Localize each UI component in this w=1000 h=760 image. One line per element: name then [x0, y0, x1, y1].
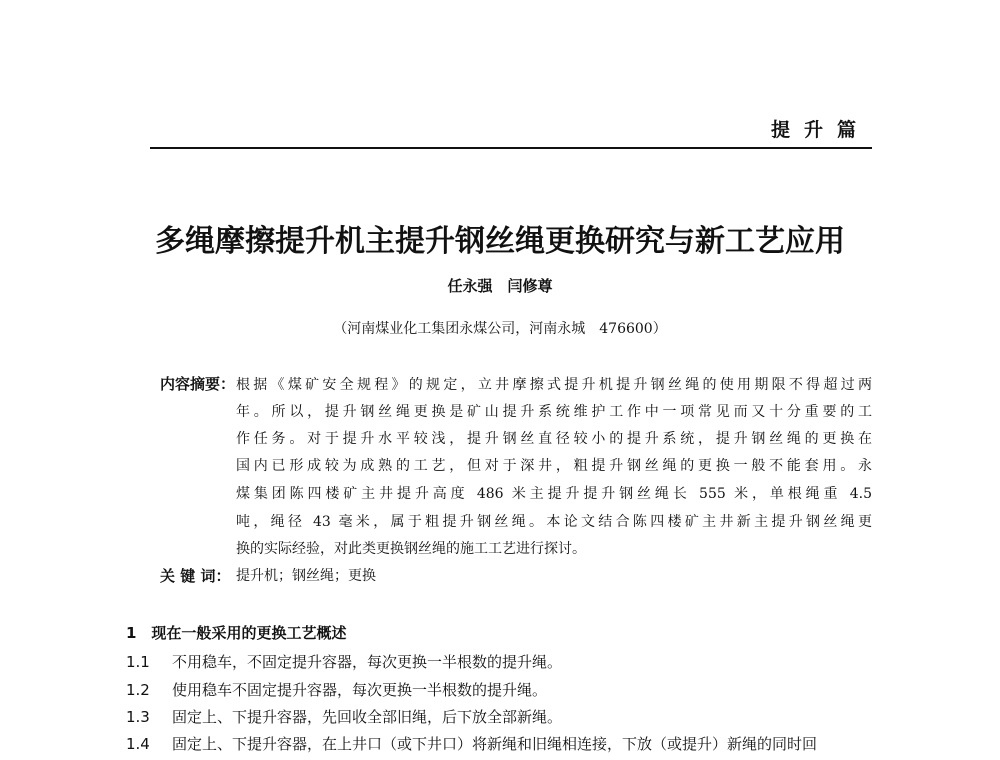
item-text: 固定上、下提升容器，在上井口（或下井口）将新绳和旧绳相连接，下放（或提升）新绳的同时回 [172, 735, 818, 753]
header-rule [150, 147, 872, 149]
item-text: 固定上、下提升容器，先回收全部旧绳，后下放全部新绳。 [172, 708, 563, 726]
paper-title: 多绳摩擦提升机主提升钢丝绳更换研究与新工艺应用 [155, 224, 845, 259]
list-item [126, 733, 817, 754]
item-number: 1.1 [126, 653, 150, 671]
abstract-line: 年。所以，提升钢丝绳更换是矿山提升系统维护工作中一项常见而又十分重要的工 [236, 404, 872, 420]
abstract-line: 作任务。对于提升水平较浅，提升钢丝直径较小的提升系统，提升钢丝绳的更换在 [236, 431, 872, 447]
abstract-line: 吨，绳径 43 毫米，属于粗提升钢丝绳。本论文结合陈四楼矿主井新主提升钢丝绳更 [236, 514, 872, 530]
abstract-line: 国内已形成较为成熟的工艺，但对于深井，粗提升钢丝绳的更换一般不能套用。永 [236, 458, 872, 474]
affiliation: （河南煤业化工集团永煤公司，河南永城 476600） [333, 321, 667, 337]
abstract-line: 换的实际经验，对此类更换钢丝绳的施工工艺进行探讨。 [236, 541, 586, 557]
section-heading: 1 现在一般采用的更换工艺概述 [126, 624, 347, 642]
item-text: 不用稳车，不固定提升容器，每次更换一半根数的提升绳。 [172, 653, 563, 671]
abstract-line: 煤集团陈四楼矿主井提升高度 486 米主提升提升钢丝绳长 555 米，单根绳重 4.5 [236, 486, 872, 502]
list-item [126, 651, 562, 672]
authors: 任永强 闫修尊 [447, 277, 553, 295]
item-number: 1.4 [126, 735, 150, 753]
item-number: 1.3 [126, 708, 150, 726]
list-item [126, 679, 547, 700]
abstract-line: 根据《煤矿安全规程》的规定，立井摩擦式提升机提升钢丝绳的使用期限不得超过两 [236, 377, 872, 393]
keywords-label: 关 键 词： [160, 567, 231, 585]
item-number: 1.2 [126, 681, 150, 699]
running-header: 提升篇 [770, 119, 870, 141]
keywords: 提升机；钢丝绳；更换 [236, 568, 376, 584]
list-item [126, 706, 562, 727]
item-text: 使用稳车不固定提升容器，每次更换一半根数的提升绳。 [172, 681, 548, 699]
abstract-label: 内容摘要： [160, 375, 236, 393]
